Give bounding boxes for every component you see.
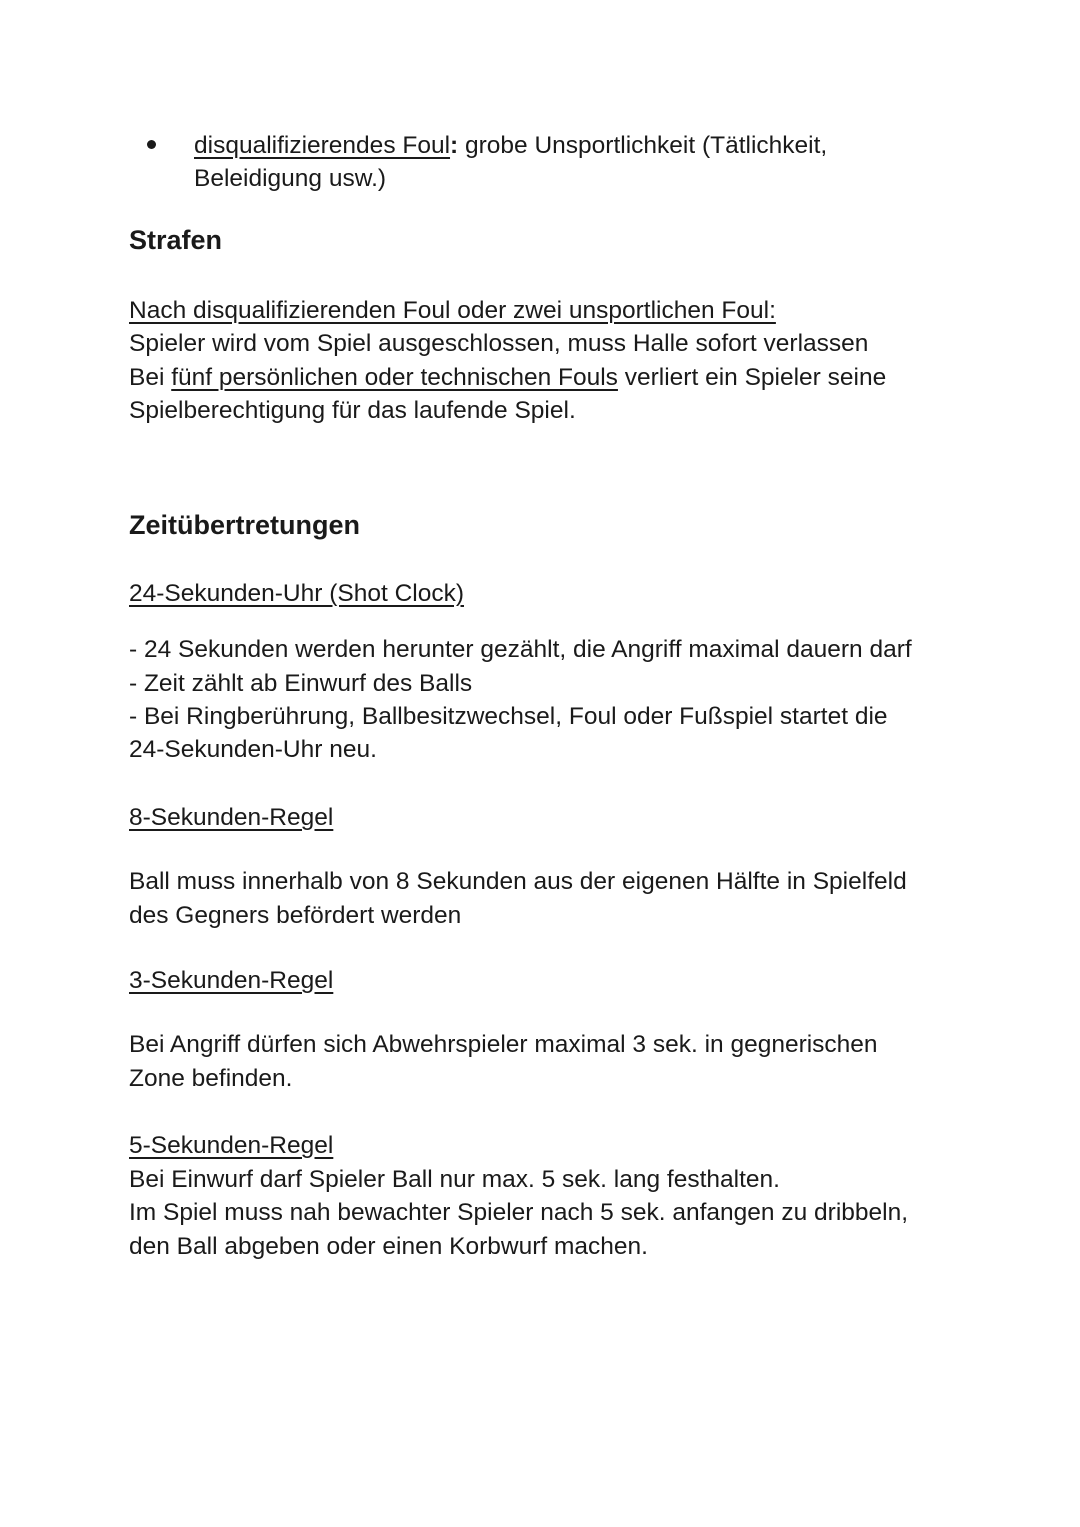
- shot-clock-line-2: - Zeit zählt ab Einwurf des Balls: [129, 670, 473, 697]
- five-sec-title: 5-Sekunden-Regel: [129, 1132, 334, 1159]
- shot-clock-title: 24-Sekunden-Uhr (Shot Clock): [129, 580, 464, 607]
- eight-sec-line-2: des Gegners befördert werden: [129, 902, 462, 929]
- strafen-heading: Strafen: [129, 225, 223, 255]
- strafen-line-3: Bei fünf persönlichen oder technischen Fouls verliert ein Spieler seine: [129, 364, 887, 391]
- strafen-line-4: Spielberechtigung für das laufende Spiel.: [129, 397, 576, 424]
- disqualifying-foul-desc: grobe Unsportlichkeit (Tätlichkeit,: [458, 132, 828, 159]
- zeituebertretungen-heading: Zeitübertretungen: [129, 510, 361, 540]
- eight-sec-title: 8-Sekunden-Regel: [129, 804, 334, 831]
- disqualifying-foul-line-2: Beleidigung usw.): [194, 165, 387, 192]
- strafen-line-2: Spieler wird vom Spiel ausgeschlossen, muss Halle sofort verlassen: [129, 330, 869, 357]
- three-sec-line-1: Bei Angriff dürfen sich Abwehrspieler maximal 3 sek. in gegnerischen: [129, 1031, 878, 1058]
- three-sec-title: 3-Sekunden-Regel: [129, 967, 334, 994]
- disqualifying-foul-line-1: [194, 129, 827, 162]
- five-sec-line-1: Bei Einwurf darf Spieler Ball nur max. 5 sek. lang festhalten.: [129, 1166, 780, 1193]
- three-sec-line-2: Zone befinden.: [129, 1065, 293, 1092]
- disqualifying-foul-term: disqualifizierendes Foul: [194, 132, 451, 159]
- fouls-link: fünf persönlichen oder technischen Fouls: [171, 364, 618, 391]
- shot-clock-line-3: - Bei Ringberührung, Ballbesitzwechsel, Foul oder Fußspiel startet die: [129, 703, 888, 730]
- eight-sec-line-1: Ball muss innerhalb von 8 Sekunden aus der eigenen Hälfte in Spielfeld: [129, 868, 907, 895]
- strafen-line-1: Nach disqualifizierenden Foul oder zwei unsportlichen Foul:: [129, 297, 776, 324]
- five-sec-line-2: Im Spiel muss nah bewachter Spieler nach 5 sek. anfangen zu dribbeln,: [129, 1199, 909, 1226]
- bullet-point: [147, 140, 156, 149]
- colon: :: [450, 132, 459, 159]
- five-sec-line-3: den Ball abgeben oder einen Korbwurf machen.: [129, 1233, 648, 1260]
- shot-clock-line-4: 24-Sekunden-Uhr neu.: [129, 736, 377, 763]
- shot-clock-line-1: - 24 Sekunden werden herunter gezählt, die Angriff maximal dauern darf: [129, 636, 912, 663]
